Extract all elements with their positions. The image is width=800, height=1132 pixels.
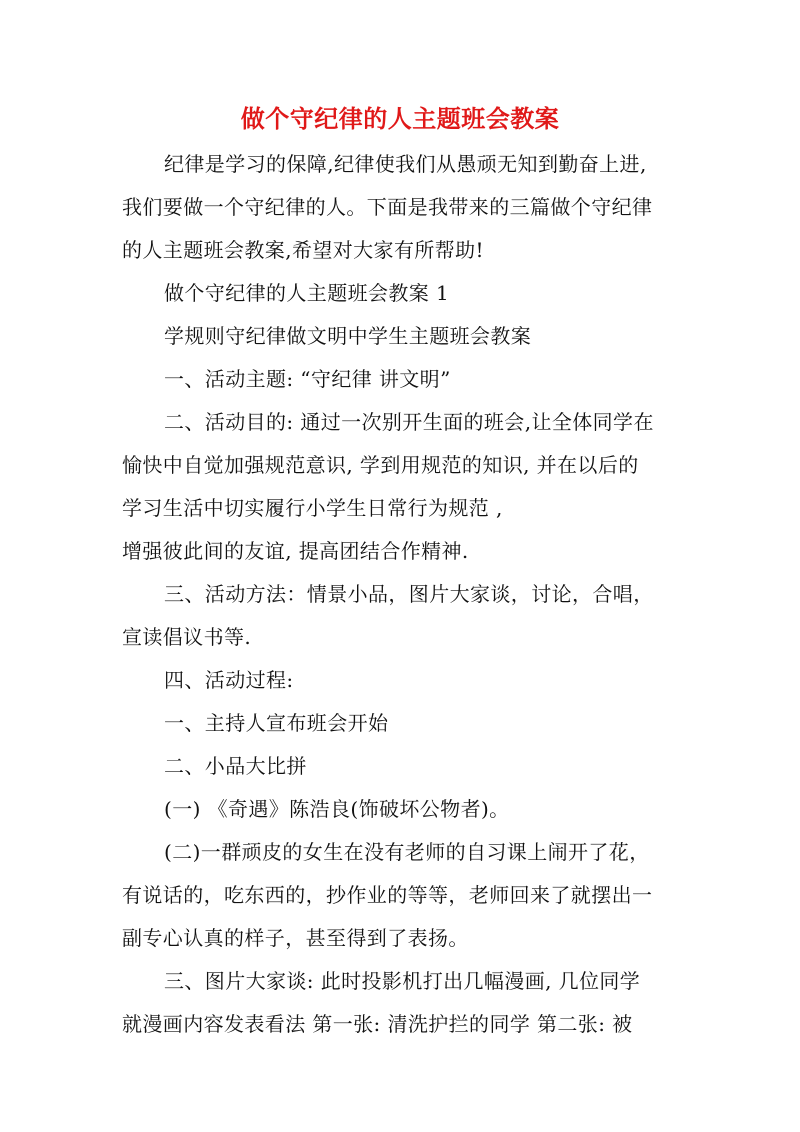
paragraph-line: 就漫画内容发表看法 第一张: 清洗护拦的同学 第二张: 被 xyxy=(122,1012,633,1036)
paragraph-line: 副专心认真的样子，甚至得到了表扬。 xyxy=(122,926,469,950)
paragraph-line: 有说话的，吃东西的，抄作业的等等，老师回来了就摆出一 xyxy=(122,883,653,907)
paragraph-line: 愉快中自觉加强规范意识, 学到用规范的知识, 并在以后的 xyxy=(122,453,639,477)
paragraph-line: 二、活动目的: 通过一次别开生面的班会,让全体同学在 xyxy=(164,410,654,434)
document-title: 做个守纪律的人主题班会教案 xyxy=(240,104,560,133)
section-subheading: 学规则守纪律做文明中学生主题班会教案 xyxy=(164,324,532,348)
paragraph-line: 一、主持人宣布班会开始 xyxy=(164,711,389,735)
paragraph-line: 四、活动过程: xyxy=(164,668,294,692)
section-heading: 做个守纪律的人主题班会教案 1 xyxy=(164,281,450,305)
paragraph-line: 纪律是学习的保障,纪律使我们从愚顽无知到勤奋上进, xyxy=(164,152,647,176)
paragraph-line: (二)一群顽皮的女生在没有老师的自习课上闹开了花， xyxy=(164,840,650,864)
paragraph-line: 一、活动主题: “守纪律 讲文明” xyxy=(164,367,451,391)
paragraph-line: 二、小品大比拼 xyxy=(164,754,307,778)
paragraph-line: 我们要做一个守纪律的人。下面是我带来的三篇做个守纪律 xyxy=(122,195,653,219)
paragraph-line: 增强彼此间的友谊, 提高团结合作精神. xyxy=(122,539,469,563)
paragraph-line: 三、活动方法：情景小品，图片大家谈，讨论，合唱， xyxy=(164,582,654,606)
paragraph-line: 的人主题班会教案,希望对大家有所帮助! xyxy=(122,238,484,262)
paragraph-line: (一) 《奇遇》陈浩良(饰破坏公物者)。 xyxy=(164,797,510,821)
paragraph-line: 学习生活中切实履行小学生日常行为规范 , xyxy=(122,496,503,520)
paragraph-line: 三、图片大家谈: 此时投影机打出几幅漫画, 几位同学 xyxy=(164,969,641,993)
paragraph-line: 宣读倡议书等. xyxy=(122,625,252,649)
